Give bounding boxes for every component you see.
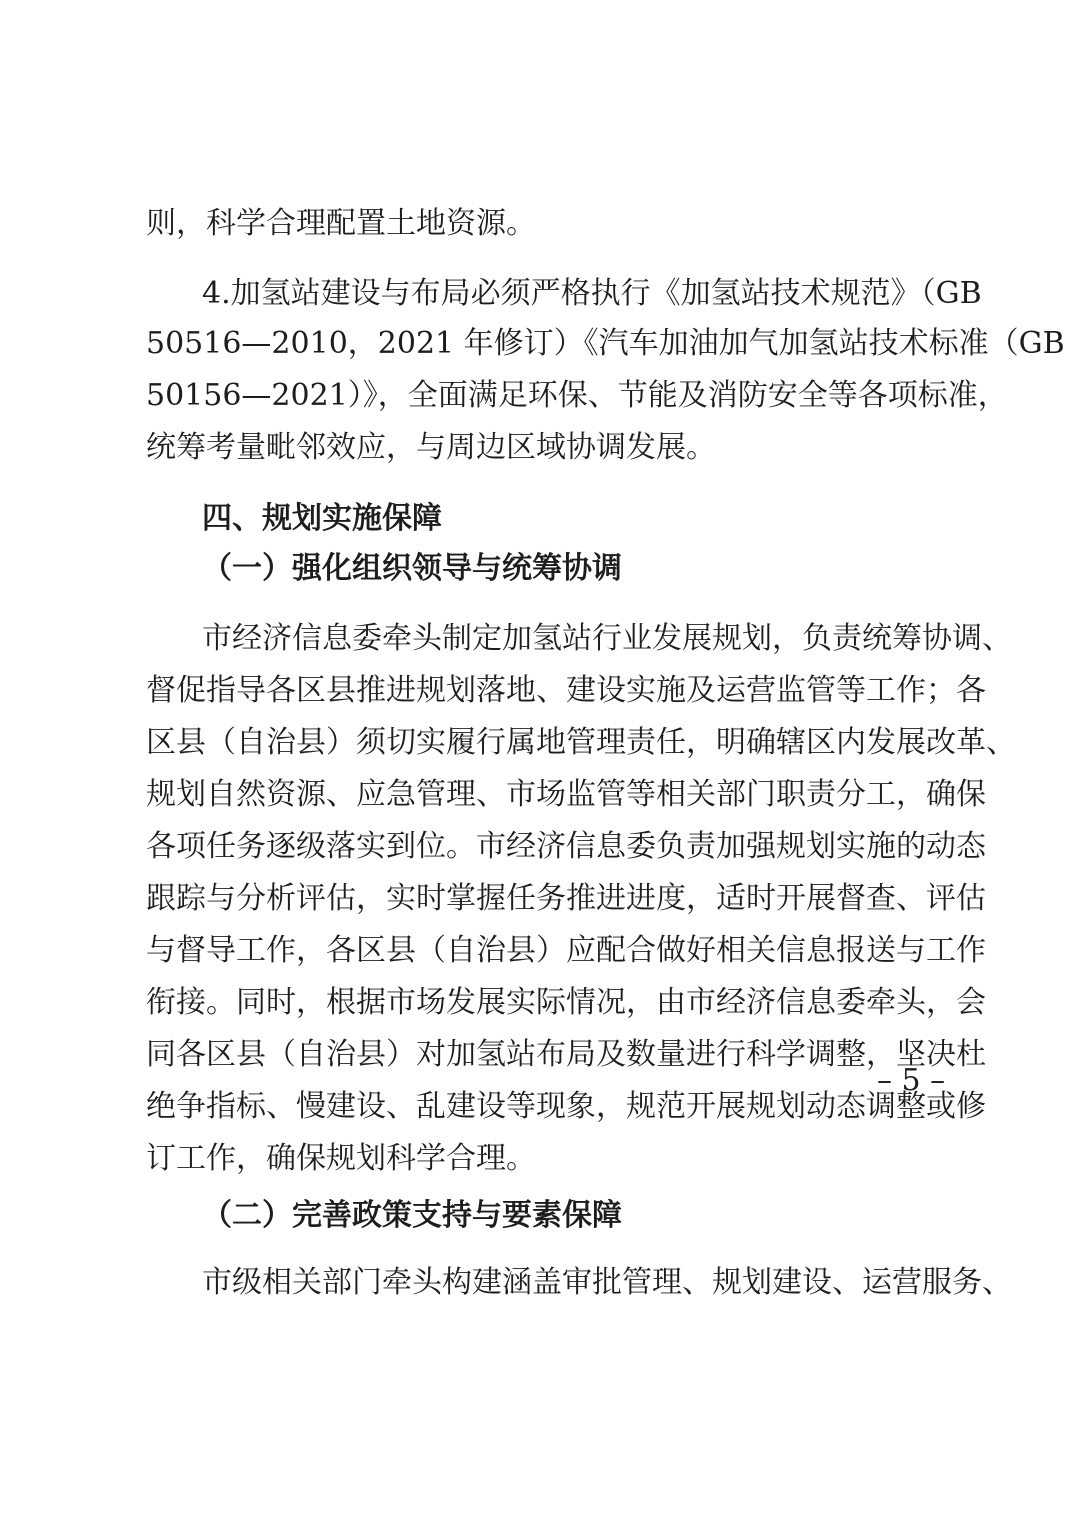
page-number: – 5 – — [877, 1063, 946, 1098]
paragraph-line: 市级相关部门牵头构建涵盖审批管理、规划建设、运营服务、 — [202, 1265, 1012, 1300]
paragraph-line: 同各区县（自治县）对加氢站布局及数量进行科学调整，坚决杜 — [146, 1037, 986, 1072]
paragraph-line: 各项任务逐级落实到位。市经济信息委负责加强规划实施的动态 — [146, 829, 986, 864]
subsection-heading: （二）完善政策支持与要素保障 — [202, 1198, 622, 1233]
paragraph-line: 与督导工作，各区县（自治县）应配合做好相关信息报送与工作 — [146, 933, 986, 968]
paragraph-line: 衔接。同时，根据市场发展实际情况，由市经济信息委牵头，会 — [146, 985, 986, 1020]
paragraph-line: 50156—2021）》，全面满足环保、节能及消防安全等各项标准， — [146, 378, 1008, 413]
paragraph-line: 4.加氢站建设与布局必须严格执行《加氢站技术规范》（GB — [202, 276, 982, 311]
paragraph-line: 统筹考量毗邻效应，与周边区域协调发展。 — [146, 430, 716, 465]
paragraph-line: 市经济信息委牵头制定加氢站行业发展规划，负责统筹协调、 — [202, 621, 1012, 656]
paragraph-line: 绝争指标、慢建设、乱建设等现象，规范开展规划动态调整或修 — [146, 1089, 986, 1124]
paragraph-line: 50516—2010，2021 年修订）《汽车加油加气加氢站技术标准（GB — [146, 326, 1065, 361]
paragraph-line: 跟踪与分析评估，实时掌握任务推进进度，适时开展督查、评估 — [146, 881, 986, 916]
paragraph-line: 督促指导各区县推进规划落地、建设实施及运营监管等工作；各 — [146, 673, 986, 708]
paragraph-line: 则，科学合理配置土地资源。 — [146, 206, 536, 241]
section-heading: 四、规划实施保障 — [202, 501, 442, 536]
paragraph-line: 订工作，确保规划科学合理。 — [146, 1141, 536, 1176]
paragraph-line: 区县（自治县）须切实履行属地管理责任，明确辖区内发展改革、 — [146, 725, 1016, 760]
paragraph-line: 规划自然资源、应急管理、市场监管等相关部门职责分工，确保 — [146, 777, 986, 812]
subsection-heading: （一）强化组织领导与统筹协调 — [202, 551, 622, 586]
